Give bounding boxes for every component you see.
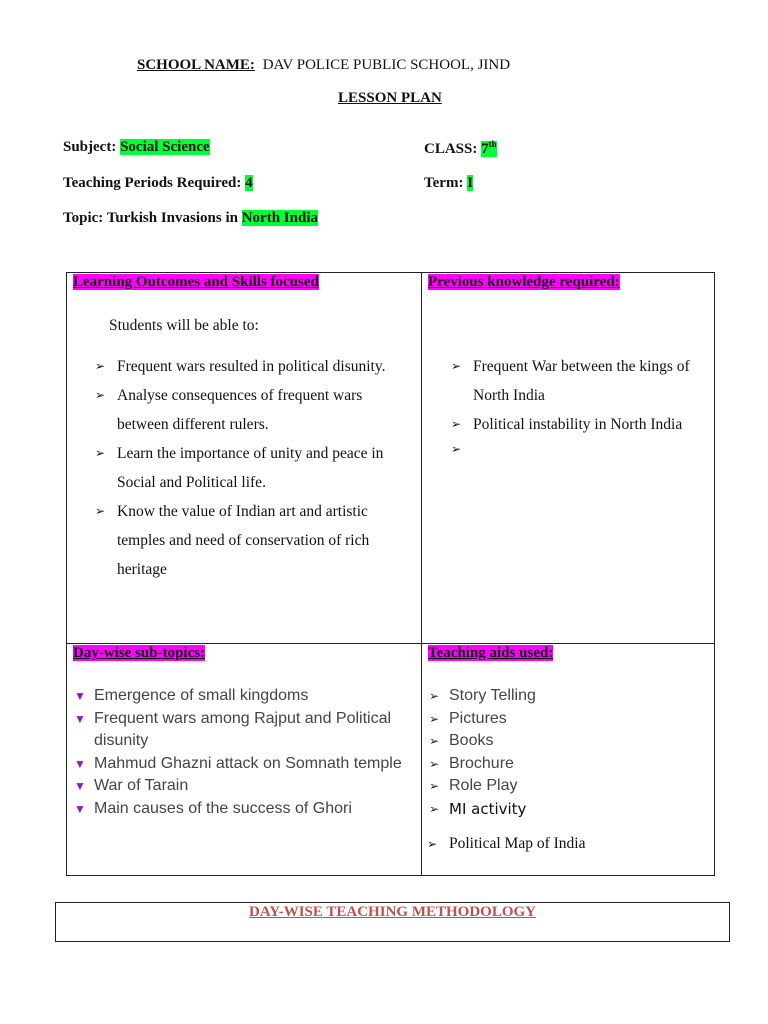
arrow-down-bullet-icon: ▼ xyxy=(74,779,86,793)
list-item: ➢ Books xyxy=(427,730,707,753)
list-item: ➢ Learn the importance of unity and peace in Social and Political life. xyxy=(95,439,411,497)
arrow-down-bullet-icon: ▼ xyxy=(74,756,86,771)
subtopics-list xyxy=(72,685,417,820)
list-item: ➢ MI activity xyxy=(427,798,707,821)
class-label: CLASS xyxy=(424,141,473,157)
topic-label: Topic: Turkish Invasions in xyxy=(63,210,238,226)
list-item: ➢ Role Play xyxy=(427,775,707,798)
teaching-aids-extra: ➢ Political Map of India xyxy=(427,835,586,852)
doc-title: LESSON PLAN xyxy=(338,90,442,106)
subject-value: Social Science xyxy=(120,139,210,155)
arrow-bullet-icon: ➢ xyxy=(429,801,440,816)
arrow-bullet-icon: ➢ xyxy=(429,689,440,703)
term-label: Term xyxy=(424,175,459,191)
arrow-down-bullet-icon: ▼ xyxy=(74,689,86,703)
list-item: ➢ Political instability in North India xyxy=(451,410,707,439)
periods-row xyxy=(63,175,253,192)
arrow-bullet-icon: ➢ xyxy=(451,417,462,431)
school-name: DAV POLICE PUBLIC SCHOOL, JIND xyxy=(262,57,511,73)
methodology-heading: DAY-WISE TEACHING METHODOLOGY xyxy=(248,904,536,920)
list-item: ➢ Brochure xyxy=(427,753,707,776)
list-item: ➢ Pictures xyxy=(427,708,707,731)
teaching-aids-cell xyxy=(421,643,715,876)
methodology-box xyxy=(55,902,730,942)
learning-outcomes-cell xyxy=(66,272,422,644)
list-item: ▼ War of Tarain xyxy=(72,775,417,798)
previous-knowledge-cell xyxy=(421,272,715,644)
arrow-bullet-icon: ➢ xyxy=(451,442,462,456)
teaching-aids-heading: Teaching aids used: xyxy=(428,645,554,661)
learning-outcomes-intro: Students will be able to: xyxy=(109,317,259,334)
list-item: ➢ Frequent War between the kings of North India xyxy=(451,352,707,410)
list-item: ➢ Know the value of Indian art and artistic temples and need of conservation of rich heritage xyxy=(95,497,411,584)
learning-outcomes-list xyxy=(95,352,411,584)
arrow-down-bullet-icon: ▼ xyxy=(74,801,86,816)
list-item: ➢ Story Telling xyxy=(427,685,707,708)
list-item: ➢ Frequent wars resulted in political disunity. xyxy=(95,352,411,381)
topic-row xyxy=(63,210,318,227)
list-item: ▼ Emergence of small kingdoms xyxy=(72,685,417,708)
list-item: ▼ Mahmud Ghazni attack on Somnath temple xyxy=(72,753,417,776)
list-item: ➢ Analyse consequences of frequent wars between different rulers. xyxy=(95,381,411,439)
subject-row: Subject: Social Science xyxy=(63,139,210,155)
arrow-bullet-icon: ➢ xyxy=(429,711,440,726)
arrow-bullet-icon: ➢ xyxy=(95,446,106,460)
previous-knowledge-list xyxy=(451,352,707,456)
arrow-bullet-icon: ➢ xyxy=(429,779,440,793)
subtopics-cell xyxy=(66,643,422,876)
previous-knowledge-heading: Previous knowledge required: xyxy=(428,274,620,290)
school-label: SCHOOL NAME: xyxy=(137,57,255,73)
arrow-bullet-icon: ➢ xyxy=(451,359,462,373)
term-row: Term: I xyxy=(424,175,474,191)
arrow-bullet-icon: ➢ xyxy=(429,756,440,771)
learning-outcomes-heading: Learning Outcomes and Skills focused xyxy=(73,274,319,290)
school-line xyxy=(137,57,510,74)
periods-label: Teaching Periods Required: xyxy=(63,175,242,191)
topic-value: North India xyxy=(241,210,318,226)
arrow-bullet-icon: ➢ xyxy=(95,359,106,373)
class-value: 7th xyxy=(481,139,497,157)
arrow-down-bullet-icon: ▼ xyxy=(74,711,86,726)
arrow-bullet-icon: ➢ xyxy=(95,504,106,518)
periods-value: 4 xyxy=(245,175,253,191)
arrow-bullet-icon: ➢ xyxy=(429,734,440,748)
arrow-bullet-icon: ➢ xyxy=(95,388,106,402)
subtopics-heading: Day-wise sub-topics: xyxy=(73,645,206,661)
arrow-bullet-icon: ➢ xyxy=(427,837,438,851)
teaching-aids-list xyxy=(427,685,707,820)
term-value: I xyxy=(467,175,474,191)
subject-label: Subject xyxy=(63,139,112,155)
list-item: ▼ Main causes of the success of Ghori xyxy=(72,798,417,821)
list-item: ▼ Frequent wars among Rajput and Political disunity xyxy=(74,709,392,749)
class-row: CLASS: 7th xyxy=(424,139,497,157)
